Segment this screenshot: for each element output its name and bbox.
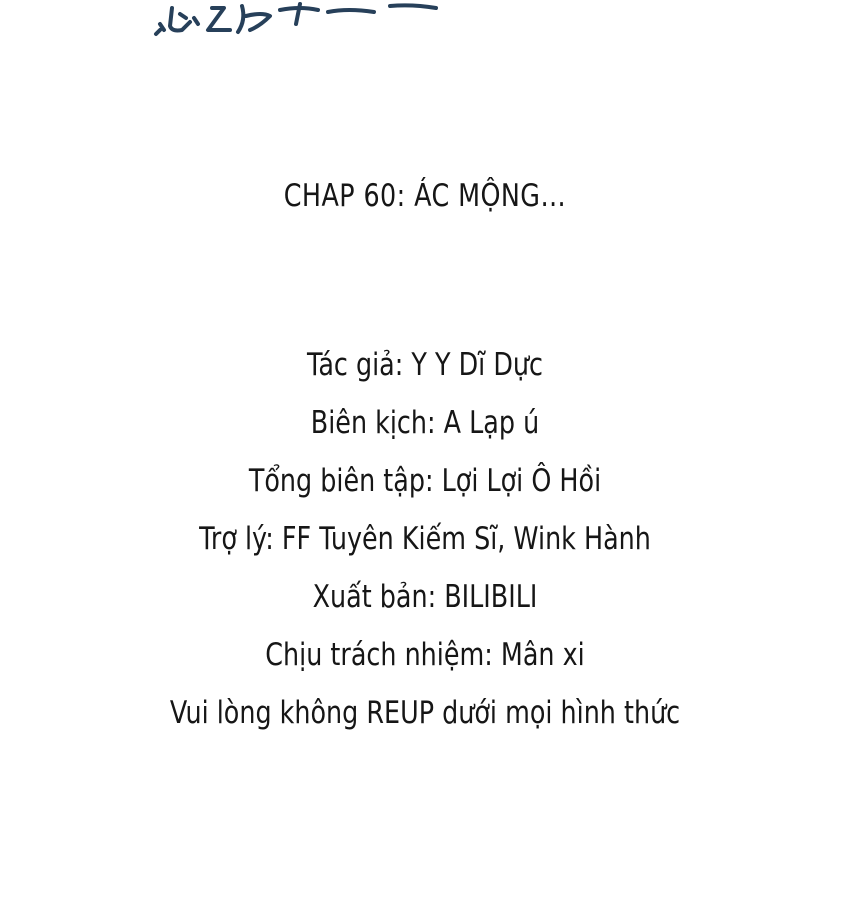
credit-author: Tác giả: Y Y Dĩ Dực (307, 347, 543, 383)
credit-chief-editor: Tổng biên tập: Lợi Lợi Ô Hồi (248, 463, 602, 499)
credit-assistant: Trợ lý: FF Tuyên Kiếm Sĩ, Wink Hành (199, 521, 651, 557)
logo-calligraphy-fragment (150, 0, 470, 40)
credit-publisher: Xuất bản: BILIBILI (312, 579, 538, 615)
logo-calligraphy-icon (150, 0, 470, 40)
chapter-title: CHAP 60: ÁC MỘNG… (283, 178, 567, 214)
credits-list (0, 336, 850, 742)
credit-responsible: Chịu trách nhiệm: Mân xi (265, 637, 585, 673)
credit-screenwriter: Biên kịch: A Lạp ú (310, 405, 540, 441)
credit-reup-notice: Vui lòng không REUP dưới mọi hình thức (169, 695, 681, 731)
